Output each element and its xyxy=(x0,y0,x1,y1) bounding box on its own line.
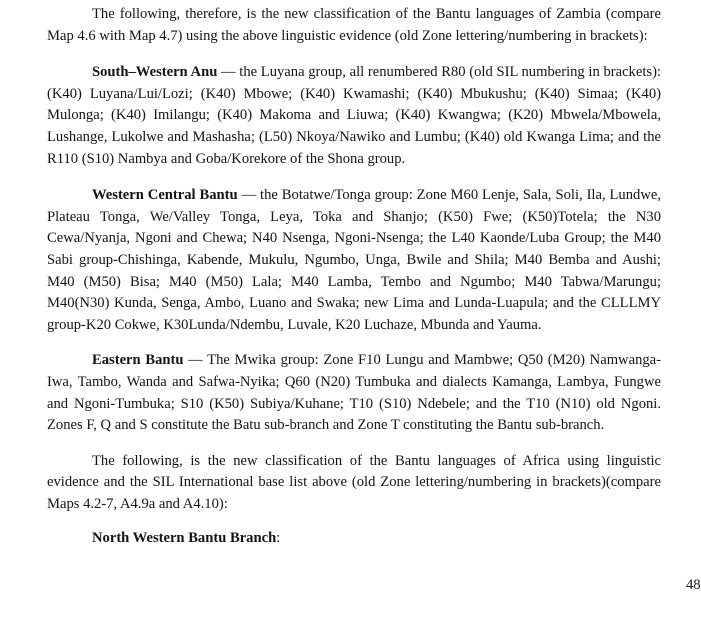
western-central-bantu-label: Western Central Bantu xyxy=(92,187,238,204)
paragraph-eastern-bantu xyxy=(47,350,661,436)
eastern-bantu-label: Eastern Bantu xyxy=(92,352,184,369)
paragraph-western-central-bantu xyxy=(47,185,661,336)
paragraph-intro-africa: The following, is the new classification of the Bantu languages of Africa using linguistic evidence and the SIL International base list above (old Zone lettering/numbering in brackets)(compare Maps 4.2-7, A4.9a and A4.10): xyxy=(47,452,661,512)
section-heading-text: North Western Bantu Branch xyxy=(92,530,277,546)
section-heading-colon: : xyxy=(276,530,281,546)
document-body xyxy=(47,4,661,515)
page-number: 48 xyxy=(686,577,701,593)
section-heading xyxy=(47,528,280,550)
south-western-anu-label: South–Western Anu xyxy=(92,64,218,81)
south-western-anu-text: — the Luyana group, all renumbered R80 (old SIL numbering in brackets): (K40) Luyana/Lui/Lozi; (K40) Mbowe; (K40) Kwamashi; (K40) Mbukushu; (K40) Simaa; (K40) Mulonga; (K40) Imilangu; (K40) Makoma and Liuwa; (K40) Kwangwa; (K20) Mbwela/Mbowela, Lushange, Lukolwe and Mashasha; (L50) Nkoya/Nawiko and Lumbu; (K40) old Kwanga Lima; and the R110 (S10) Nambya and Goba/Korekore of the Shona group. xyxy=(47,64,661,167)
eastern-bantu-text: — The Mwika group: Zone F10 Lungu and Mambwe; Q50 (M20) Namwanga-Iwa, Tambo, Wanda and Safwa-Nyika; Q60 (N20) Tumbuka and dialects Kamanga, Lambya, Fungwe and Ngoni-Tumbuka; S10 (K50) Subiya/Kuhane; T10 (S10) Ndebele; and the T10 (N10) old Ngoni. Zones F, Q and S constitute the Batu sub-branch and Zone T constituting the Bantu sub-branch. xyxy=(47,352,661,434)
western-central-bantu-text: — the Botatwe/Tonga group: Zone M60 Lenje, Sala, Soli, Ila, Lundwe, Plateau Tonga, We/Valley Tonga, Leya, Toka and Shanjo; (K50) Fwe; (K50)Totela; the N30 Cewa/Nyanja, Ngoni and Chewa; N40 Nsenga, Ngoni-Nsenga; the L40 Kaonde/Luba Group; the M40 Sabi group-Chishinga, Kabende, Mukulu, Ngumbo, Unga, Bwile and Shila; M40 Bemba and Aushi; M40 (M50) Bisa; M40 (M50) Lala; M40 Lamba, Tembo and Ngumbo; M40 Tabwa/Marungu; M40(N30) Kunda, Senga, Ambo, Luano and Swaka; new Lima and Lunda-Luapula; and the CLLLMY group-K20 Cokwe, K30Lunda/Ndembu, Luvale, K20 Luchaze, Mbunda and Yauma. xyxy=(47,187,661,333)
paragraph-south-western-anu xyxy=(47,62,661,170)
paragraph-intro-zambia: The following, therefore, is the new classification of the Bantu languages of Zambia (compare Map 4.6 with Map 4.7) using the above linguistic evidence (old Zone lettering/numbering in brackets): xyxy=(47,6,661,44)
